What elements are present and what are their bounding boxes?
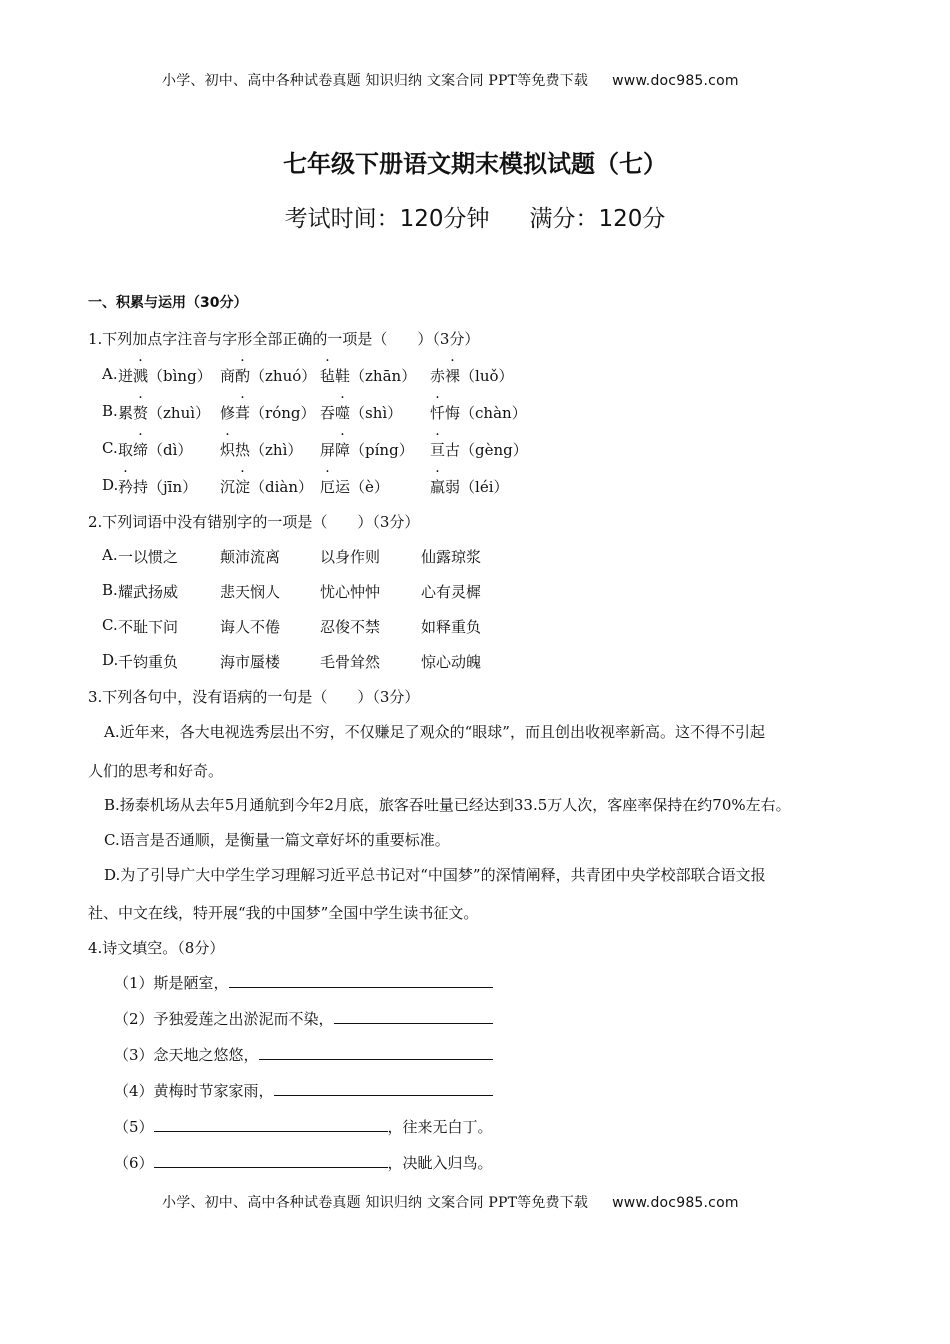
- q1-word: [220, 439, 302, 460]
- q4-item: [114, 1007, 493, 1029]
- header-text: 小学、初中、高中各种试卷真题 知识归纳 文案合同 PPT等免费下载: [162, 73, 589, 89]
- q2-word: 海市蜃楼: [220, 653, 281, 671]
- q1-dotted-char: 溅: [133, 367, 149, 385]
- q1-word: [320, 439, 414, 460]
- q1-word-char: 古: [445, 441, 461, 459]
- q1-pinyin: （shì）: [350, 404, 403, 422]
- q1-pinyin: （gèng）: [460, 441, 528, 459]
- q1-dotted-char: 羸: [430, 478, 446, 496]
- q1-word: [220, 476, 313, 497]
- q4-item-number: （5）: [114, 1118, 154, 1136]
- q3-option-a-line2: 人们的思考和好奇。: [88, 762, 224, 780]
- answer-blank[interactable]: [334, 1007, 493, 1024]
- q1-word: [220, 365, 316, 386]
- q1-pinyin: （bìng）: [148, 367, 212, 385]
- q1-word-char: 鞋: [335, 367, 351, 385]
- q1-pinyin: （chàn）: [460, 404, 527, 422]
- q4-item-number: （1）: [114, 974, 154, 992]
- q1-word-char: 热: [235, 441, 251, 459]
- answer-blank[interactable]: [259, 1043, 493, 1060]
- q2-word: 以身作则: [320, 548, 381, 566]
- q1-dotted-char: 矜: [118, 478, 134, 496]
- answer-blank[interactable]: [154, 1115, 388, 1132]
- q1-option-letter: C.: [102, 439, 118, 457]
- q1-dotted-char: 赘: [133, 404, 149, 422]
- q2-word: 忧心忡忡: [320, 583, 381, 601]
- q1-dotted-char: 裸: [445, 367, 461, 385]
- q3-option-a-line1: A.近年来，各大电视选秀层出不穷，不仅赚足了观众的“眼球”，而且创出收视率新高。这不得不引起: [104, 723, 765, 741]
- q1-word: [320, 365, 416, 386]
- q4-item-text: 予独爱莲之出淤泥而不染，: [153, 1010, 334, 1028]
- q3-stem: 3.下列各句中，没有语病的一句是（ ）（3分）: [88, 688, 420, 706]
- q2-word: 心有灵樨: [421, 583, 482, 601]
- q1-word: [430, 365, 514, 386]
- q2-option-letter: B.: [102, 581, 118, 599]
- q1-option-letter: B.: [102, 402, 118, 420]
- q1-dotted-char: 噬: [335, 404, 351, 422]
- exam-score: 满分：120分: [529, 206, 666, 232]
- section-heading: 一、积累与运用（30分）: [88, 295, 248, 311]
- q1-pinyin: （zhān）: [350, 367, 417, 385]
- q4-item: [114, 971, 493, 993]
- q1-word: [320, 476, 389, 497]
- q1-word: [118, 439, 192, 460]
- q2-word: 不耻下问: [118, 618, 179, 636]
- q3-option-c: C.语言是否通顺，是衡量一篇文章好坏的重要标准。: [104, 831, 450, 849]
- q1-pinyin: （píng）: [350, 441, 414, 459]
- q4-item-text: ，往来无白丁。: [387, 1118, 493, 1136]
- q4-item: [114, 1043, 493, 1065]
- q1-pinyin: （zhuó）: [250, 367, 317, 385]
- exam-subtitle: [0, 200, 950, 233]
- q1-dotted-char: 葺: [235, 404, 251, 422]
- q1-word: [430, 439, 528, 460]
- q1-dotted-char: 酌: [235, 367, 251, 385]
- q1-word-char: 赤: [430, 367, 446, 385]
- q1-word-char: 吞: [320, 404, 336, 422]
- q2-word: 仙露琼浆: [421, 548, 482, 566]
- q1-word-char: 迸: [118, 367, 134, 385]
- q2-word: 千钧重负: [118, 653, 179, 671]
- answer-blank[interactable]: [274, 1079, 493, 1096]
- q4-stem: 4.诗文填空。（8分）: [88, 939, 225, 957]
- q1-word: [118, 365, 212, 386]
- answer-blank[interactable]: [229, 971, 493, 988]
- q1-word-char: 累: [118, 404, 134, 422]
- header-site-link[interactable]: www.doc985.com: [612, 73, 739, 89]
- q1-dotted-char: 淀: [235, 478, 251, 496]
- q1-option-letter: D.: [102, 476, 119, 494]
- q3-option-b: B.扬泰机场从去年5月通航到今年2月底，旅客吞吐量已经达到33.5万人次，客座率保持在约70%左右。: [104, 796, 791, 814]
- q1-word: [118, 476, 197, 497]
- answer-blank[interactable]: [154, 1151, 388, 1168]
- q1-dotted-char: 毡: [320, 367, 336, 385]
- q4-item-number: （2）: [114, 1010, 154, 1028]
- q1-pinyin: （dì）: [148, 441, 193, 459]
- q4-item: [114, 1115, 493, 1137]
- q1-dotted-char: 障: [335, 441, 351, 459]
- exam-title: 七年级下册语文期末模拟试题（七）: [283, 150, 667, 178]
- q2-word: 惊心动魄: [421, 653, 482, 671]
- q4-item-number: （6）: [114, 1154, 154, 1172]
- q1-pinyin: （róng）: [250, 404, 316, 422]
- q1-word-char: 取: [118, 441, 134, 459]
- q1-word-char: 弱: [445, 478, 461, 496]
- footer-text: 小学、初中、高中各种试卷真题 知识归纳 文案合同 PPT等免费下载: [162, 1195, 589, 1211]
- q1-dotted-char: 亘: [430, 441, 446, 459]
- q2-word: 如释重负: [421, 618, 482, 636]
- q1-word: [430, 402, 527, 423]
- q2-stem: 2.下列词语中没有错别字的一项是（ ）（3分）: [88, 513, 420, 531]
- q1-pinyin: （luǒ）: [460, 367, 514, 385]
- q1-pinyin: （è）: [350, 478, 389, 496]
- q2-word: 颠沛流离: [220, 548, 281, 566]
- q1-stem: 1.下列加点字注音与字形全部正确的一项是（ ）（3分）: [88, 330, 480, 348]
- q2-word: 耀武扬威: [118, 583, 179, 601]
- q2-option-letter: D.: [102, 651, 119, 669]
- q1-dotted-char: 缔: [133, 441, 149, 459]
- q1-dotted-char: 炽: [220, 441, 236, 459]
- q1-pinyin: （zhì）: [250, 441, 303, 459]
- q1-word: [320, 402, 402, 423]
- q1-pinyin: （zhuì）: [148, 404, 211, 422]
- q1-dotted-char: 厄: [320, 478, 336, 496]
- q1-word-char: 沉: [220, 478, 236, 496]
- q4-item-text: 斯是陋室，: [153, 974, 229, 992]
- q1-word-char: 持: [133, 478, 149, 496]
- q1-word-char: 悔: [445, 404, 461, 422]
- q1-dotted-char: 忏: [430, 404, 446, 422]
- q2-option-letter: C.: [102, 616, 118, 634]
- q4-item: [114, 1079, 493, 1101]
- q2-word: 诲人不倦: [220, 618, 281, 636]
- q2-option-letter: A.: [102, 546, 118, 564]
- q1-word-char: 屏: [320, 441, 336, 459]
- q4-item: [114, 1151, 493, 1173]
- q3-option-d-line1: D.为了引导广大中学生学习理解习近平总书记对“中国梦”的深情阐释，共青团中央学校部联合语文报: [104, 866, 766, 884]
- q4-item-text: ，决眦入归鸟。: [387, 1154, 493, 1172]
- q2-word: 悲天悯人: [220, 583, 281, 601]
- footer-banner: [162, 1192, 739, 1212]
- q2-word: 忍俊不禁: [320, 618, 381, 636]
- q1-pinyin: （diàn）: [250, 478, 314, 496]
- q3-option-d-line2: 社、中文在线，特开展“我的中国梦”全国中学生读书征文。: [88, 904, 479, 922]
- q4-item-number: （4）: [114, 1082, 154, 1100]
- q1-word: [118, 402, 210, 423]
- header-banner: [162, 70, 739, 90]
- q1-word: [220, 402, 316, 423]
- q2-word: 毛骨耸然: [320, 653, 381, 671]
- q1-word-char: 运: [335, 478, 351, 496]
- footer-site-link[interactable]: www.doc985.com: [612, 1195, 739, 1211]
- q1-word: [430, 476, 509, 497]
- q4-item-text: 黄梅时节家家雨，: [153, 1082, 274, 1100]
- q1-pinyin: （léi）: [460, 478, 509, 496]
- q1-word-char: 商: [220, 367, 236, 385]
- q4-item-text: 念天地之悠悠，: [153, 1046, 259, 1064]
- q4-item-number: （3）: [114, 1046, 154, 1064]
- q1-pinyin: （jīn）: [148, 478, 198, 496]
- q2-word: 一以惯之: [118, 548, 179, 566]
- exam-time: 考试时间：120分钟: [284, 206, 490, 232]
- q1-word-char: 修: [220, 404, 236, 422]
- q1-option-letter: A.: [102, 365, 118, 383]
